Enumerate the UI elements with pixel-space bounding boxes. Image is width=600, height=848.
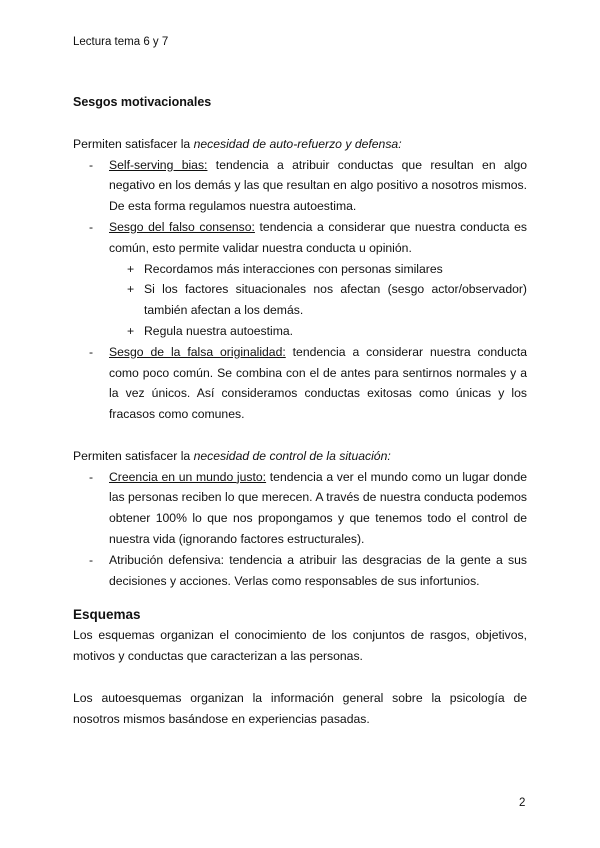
- text-falso-consenso: tendencia a considerar que nuestra conducta es común, esto permite validar nuestra conducta u opinión.: [109, 219, 528, 255]
- sub-item: [109, 259, 527, 280]
- paragraph-autoesquemas: Los autoesquemas organizan la información general sobre la psicología de nosotros mismos basándose en experiencias pasadas.: [73, 690, 527, 726]
- dash-marker: -: [89, 219, 94, 234]
- sub-item-text: Recordamos más interacciones con personas similares: [144, 261, 443, 276]
- intro-emphasis: necesidad de control de la situación:: [193, 448, 391, 463]
- sub-item-text: Regula nuestra autoestima.: [144, 323, 294, 338]
- control-list: [73, 467, 527, 592]
- intro-control: [73, 446, 527, 467]
- paragraph-esquemas: Los esquemas organizan el conocimiento de los conjuntos de rasgos, objetivos, motivos y conductas que caracterizan a las personas.: [73, 628, 527, 664]
- section-heading-esquemas: Esquemas: [73, 607, 141, 623]
- list-item-atribucion-defensiva: [73, 550, 527, 592]
- term-falso-consenso: Sesgo del falso consenso:: [109, 219, 255, 234]
- list-item-falsa-originalidad: [73, 342, 527, 425]
- text-falsa-originalidad: tendencia a considerar nuestra conducta como poco común. Se combina con el de antes para sentirnos normales y a la vez únicos. Así consideramos conductas exitosas como únicas y los fracasos como comunes.: [109, 344, 527, 422]
- text-self-serving: tendencia a atribuir conductas que resultan en algo negativo en los demás y las que resultan en algo positivo a nosotros mismos. De esta forma regulamos nuestra autoestima.: [109, 157, 527, 214]
- spacer: [73, 667, 527, 688]
- dash-marker: -: [89, 552, 94, 567]
- page-header: Lectura tema 6 y 7: [73, 36, 169, 48]
- plus-marker: +: [127, 282, 135, 297]
- term-mundo-justo: Creencia en un mundo justo:: [109, 469, 267, 484]
- list-item-falso-consenso: [73, 217, 527, 342]
- text-mundo-justo: tendencia a ver el mundo como un lugar donde las personas reciben lo que merecen. A través de nuestra conducta podemos obtener 100% lo que nos propongamos y que tenemos todo el control de nuestra vida (ignorando factores estructurales).: [109, 469, 528, 546]
- list-item-mundo-justo: [73, 467, 527, 550]
- sub-item-text: Si los factores situacionales nos afectan (sesgo actor/observador) también afectan a los demás.: [144, 282, 527, 318]
- term-self-serving: Self-serving bias:: [109, 157, 208, 172]
- document-body: [73, 92, 527, 729]
- text-atribucion-defensiva: Atribución defensiva: tendencia a atribuir las desgracias de la gente a sus decisiones y acciones. Verlas como responsables de sus infortunios.: [109, 552, 527, 588]
- sub-item: [109, 279, 527, 321]
- spacer: [73, 425, 527, 446]
- intro-emphasis: necesidad de auto-refuerzo y defensa:: [193, 136, 402, 151]
- sub-item: [109, 321, 527, 342]
- dash-marker: -: [89, 344, 94, 359]
- section-heading-sesgos: Sesgos motivacionales: [73, 95, 212, 109]
- bias-list: [73, 155, 527, 425]
- intro-prefix: Permiten satisfacer la: [73, 136, 194, 151]
- dash-marker: -: [89, 469, 94, 484]
- intro-auto-refuerzo: [73, 134, 527, 155]
- spacer: [73, 591, 527, 605]
- sub-list: [109, 259, 527, 342]
- intro-prefix: Permiten satisfacer la: [73, 448, 194, 463]
- term-falsa-originalidad: Sesgo de la falsa originalidad:: [109, 344, 286, 359]
- plus-marker: +: [127, 323, 135, 338]
- dash-marker: -: [89, 157, 94, 172]
- plus-marker: +: [127, 261, 135, 276]
- page-number: 2: [519, 797, 526, 809]
- list-item-self-serving: [73, 155, 527, 217]
